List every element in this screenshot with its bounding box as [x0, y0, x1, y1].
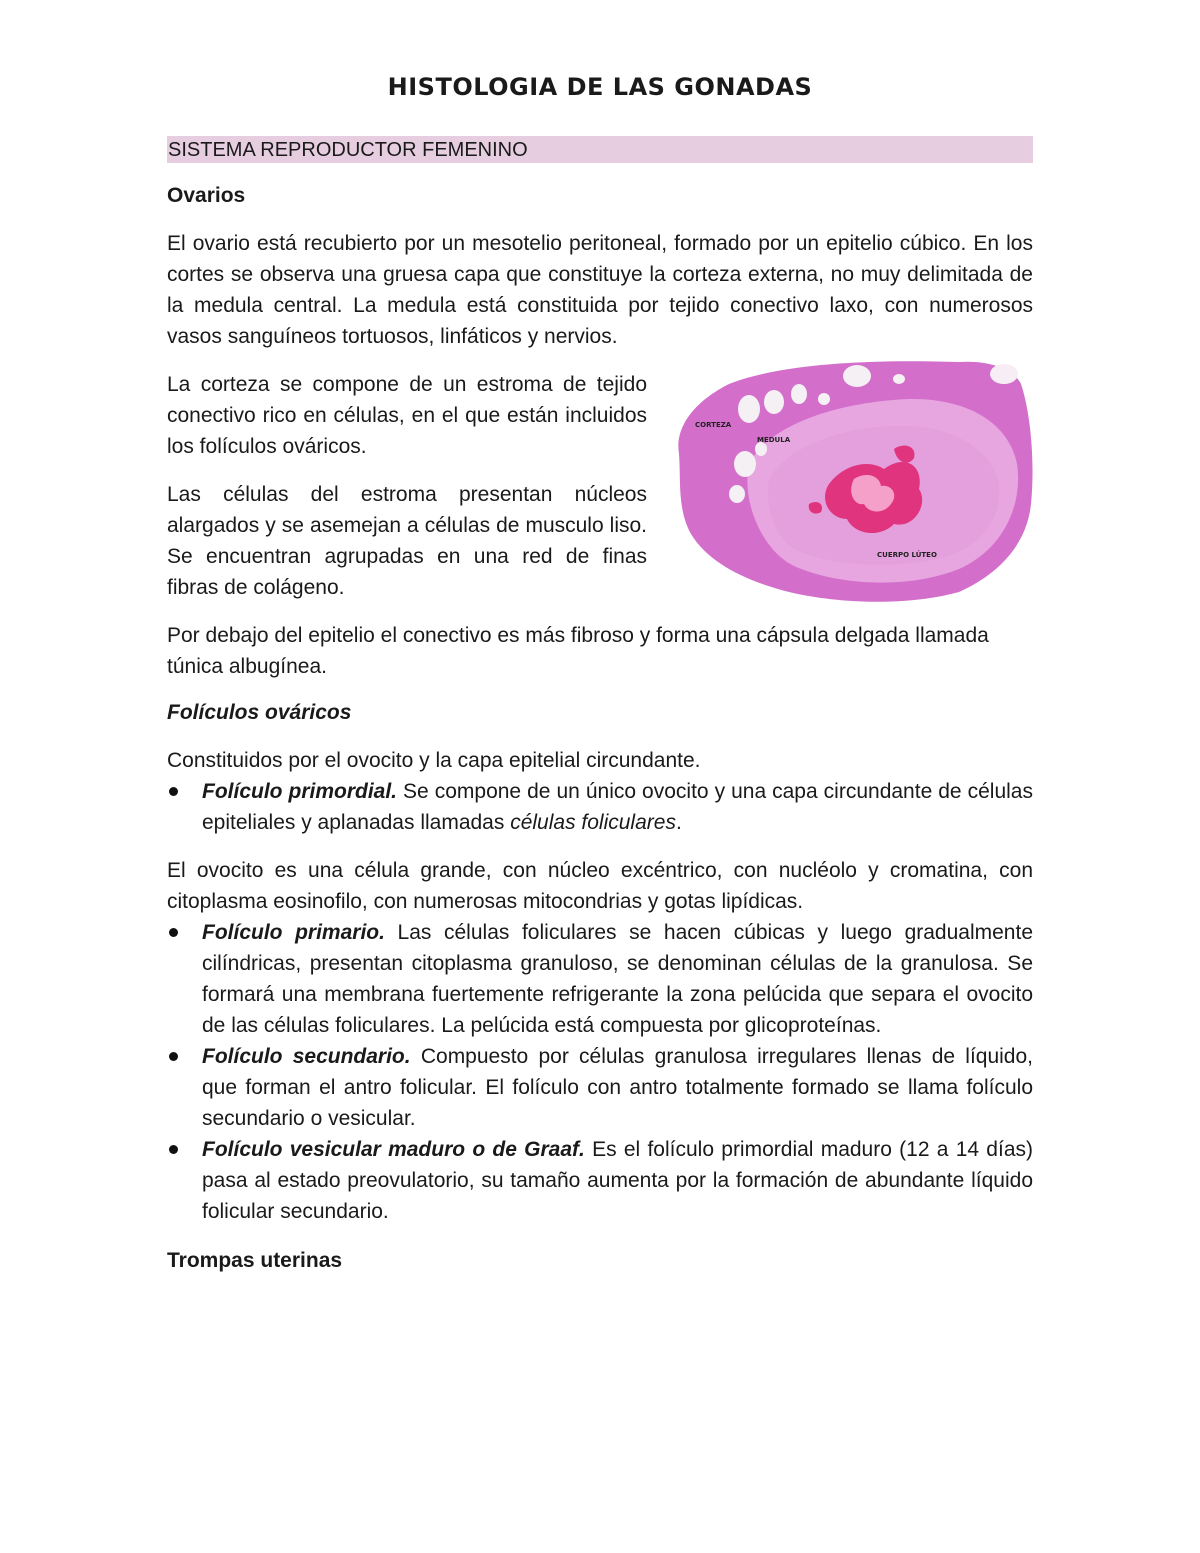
primario-text: Las células foliculares se hacen cúbicas y luego gradualmente cilíndricas, presentan citoplasma granuloso, se denominan células de la granulosa. Se formará una membrana fuertemente refrigerante la zona pelúcida que separa el ovocito de las células foliculares. La pelúcida está compuesta por glicoproteínas.: [202, 921, 1033, 1037]
ovarios-paragraph-4: Por debajo del epitelio el conectivo es más fibroso y forma una cápsula delgada llamada túnica albugínea.: [167, 624, 989, 678]
follicle: [729, 485, 745, 503]
ovarios-paragraph-2: La corteza se compone de un estroma de tejido conectivo rico en células, en el que están incluidos los folículos ováricos.: [167, 373, 647, 458]
follicle: [755, 442, 767, 456]
foliculos-heading: Folículos ováricos: [167, 701, 352, 724]
list-item: [167, 1134, 1033, 1227]
follicle: [818, 393, 830, 405]
list-item: [167, 776, 1033, 838]
follicle: [990, 364, 1018, 384]
list-item: [167, 917, 1033, 1041]
trompas-heading: Trompas uterinas: [167, 1249, 343, 1272]
follicle: [893, 374, 905, 384]
bullet-icon: [169, 787, 178, 796]
bullet-icon: [169, 928, 178, 937]
ovocito-paragraph: El ovocito es una célula grande, con núcleo excéntrico, con nucléolo y cromatina, con citoplasma eosinofilo, con numerosas mitocondrias y gotas lipídicas.: [167, 859, 1033, 913]
graaf-text: Es el folículo primordial maduro (12 a 14 días) pasa al estado preovulatorio, su tamaño aumenta por la formación de abundante líquido folicular secundario.: [202, 1138, 1033, 1223]
secundario-text: Compuesto por células granulosa irregulares llenas de líquido, que forman el antro folicular. El folículo con antro totalmente formado se llama folículo secundario o vesicular.: [202, 1045, 1034, 1130]
primordial-end: .: [675, 811, 682, 834]
term-primordial: Folículo primordial.: [202, 780, 398, 803]
primordial-text: Se compone de un único ovocito y una capa circundante de células epiteliales y aplanadas llamadas: [202, 780, 1033, 834]
page-title: HISTOLOGIA DE LAS GONADAS: [387, 73, 813, 101]
ovary-section-figure: [669, 354, 1035, 609]
ovarios-paragraph-1: El ovario está recubierto por un mesotelio peritoneal, formado por un epitelio cúbico. En los cortes se observa una gruesa capa que constituye la corteza externa, no muy delimitada de la medula central. La medula está constituida por tejido conectivo laxo, con numerosos vasos sanguíneos tortuosos, linfáticos y nervios.: [167, 232, 1033, 348]
section-heading: SISTEMA REPRODUCTOR FEMENINO: [167, 136, 1033, 163]
follicle-types-list: [167, 917, 1033, 1227]
term-primario: Folículo primario.: [202, 921, 385, 944]
term-secundario: Folículo secundario.: [202, 1045, 411, 1068]
follicle: [791, 384, 807, 404]
follicle: [843, 365, 871, 387]
label-medula: MEDULA: [757, 436, 791, 444]
primordial-em: células foliculares: [510, 811, 676, 834]
bullet-icon: [169, 1145, 178, 1154]
list-item: [167, 1041, 1033, 1134]
term-graaf: Folículo vesicular maduro o de Graaf.: [202, 1138, 585, 1161]
ovarios-heading: Ovarios: [167, 184, 246, 207]
follicle: [764, 390, 784, 414]
document-content: [167, 60, 1033, 1276]
follicle: [738, 395, 760, 423]
foliculos-intro: Constituidos por el ovocito y la capa epitelial circundante.: [167, 749, 701, 772]
label-corteza: CORTEZA: [695, 421, 732, 429]
follicle: [734, 451, 756, 477]
ovary-histology-image: [669, 354, 1035, 609]
primordial-list: [167, 776, 1033, 838]
bullet-icon: [169, 1052, 178, 1061]
label-cuerpo-luteo: CUERPO LÚTEO: [877, 551, 937, 559]
ovarios-paragraph-3: Las células del estroma presentan núcleos alargados y se asemejan a células de musculo liso. Se encuentran agrupadas en una red de finas fibras de colágeno.: [167, 483, 647, 599]
